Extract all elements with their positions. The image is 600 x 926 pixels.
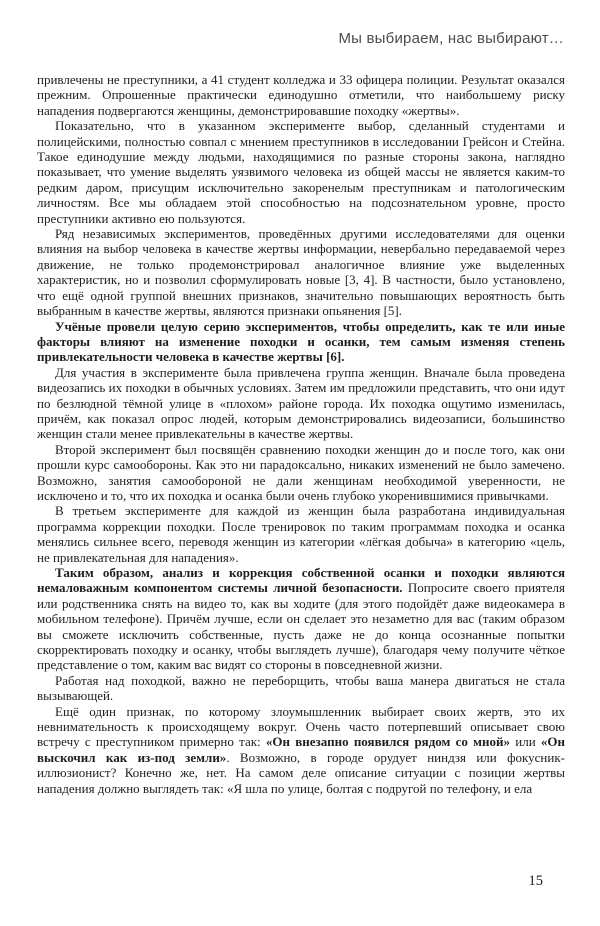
paragraph	[37, 442, 565, 504]
text-run: Попросите своего приятеля или родственника снять на видео то, как вы ходите (для этого подойдёт даже видеокамера в мобильном телефоне). Причём лучше, если он сделает это незаметно для вас (таким образом вы сможете исключить собственные, пусть даже не до конца осознанные попытки скорректировать походку и осанку, чтобы выглядеть лучше), благодаря чему получите чёткое представление о том, каким вас видят со стороны в повседневной жизни.	[37, 580, 565, 673]
text-run: Ещё один признак, по которому злоумышленник выбирает своих жертв, это их невнимательность к происходящему вокруг. Очень часто потерпевший описывает свою встречу с преступником примерно так:	[37, 703, 565, 750]
text-run: Показательно, что в указанном эксперименте выбор, сделанный студентами и полицейскими, полностью совпал с мнением преступников в исследовании Грейсон и Стейна. Такое единодушие между людьми, находящимися по разные стороны закона, наглядно показывает, что умение выделять уязвимого человека из общей массы не является каким-то редким даром, присущим исключительно закоренелым преступникам и патологическим личностям. Все мы обладаем этой способностью на подсознательном уровне, просто преступники активно ею пользуются.	[37, 118, 565, 226]
paragraph	[37, 365, 565, 442]
paragraph	[37, 673, 565, 704]
paragraph	[37, 226, 565, 318]
text-run: Ряд независимых экспериментов, проведённых другими исследователями для оценки влияния на выбор человека в качестве жертвы информации, невербально передаваемой через движение, не только продемонстрировал аналогичное влияние уже выделенных характеристик, но и позволил сформулировать новые [3, 4]. В частности, было установлено, что ещё одной группой внешних признаков, значительно повышающих вероятность быть выбранным в качестве жертвы, являются признаки опьянения [5].	[37, 226, 565, 319]
paragraph	[37, 118, 565, 226]
emphasized-text: Таким образом, анализ и коррекция собственной осанки и походки являются немаловажным компонентом системы личной безопасности.	[37, 565, 565, 596]
emphasized-text: «Он выскочил как из-под земли»	[37, 734, 566, 765]
text-run: Работая над походкой, важно не переборщить, чтобы ваша манера двигаться не стала вызывающей.	[37, 672, 565, 704]
paragraph	[37, 72, 565, 118]
body-text	[37, 72, 565, 796]
text-run: или	[510, 734, 541, 750]
text-run: В третьем эксперименте для каждой из женщин была разработана индивидуальная программа коррекции походки. После тренировок по таким программам походка и осанка менялись сильнее всего, переводя женщин из категории «лёгкая добыча» в категорию «цель, не привлекательная для нападения».	[37, 503, 565, 565]
paragraph	[37, 503, 565, 565]
emphasized-text: Учёные провели целую серию экспериментов, чтобы определить, как те или иные факторы влияют на изменение походки и осанки, тем самым изменяя степень привлекательности человека в качестве жертвы [6].	[37, 318, 565, 365]
paragraph	[37, 565, 565, 673]
page-number: 15	[528, 873, 543, 889]
text-run: Второй эксперимент был посвящён сравнению походки женщин до и после того, как они прошли курс самообороны. Как это ни парадоксально, никаких изменений не было замечено. Возможно, занятия самообороной не дали женщинам необходимой уверенности, не исключено и то, что их походка и осанка были очень глубоко укоренившимися привычками.	[37, 441, 565, 503]
text-run: . Возможно, в городе орудует ниндзя или фокусник-иллюзионист? Конечно же, нет. На самом деле описание ситуации с позиции жертвы нападения должно выглядеть так: «Я шла по улице, болтая с подругой по телефону, и ела	[37, 749, 565, 796]
paragraph	[37, 319, 565, 365]
paragraph	[37, 704, 565, 796]
text-run: привлечены не преступники, а 41 студент колледжа и 33 офицера полиции. Результат оказался прежним. Опрошенные практически единодушно отметили, что наибольшему риску нападения подвергаются женщины, демонстрировавшие походку «жертвы».	[37, 72, 565, 118]
text-run: Для участия в эксперименте была привлечена группа женщин. Вначале была проведена видеозапись их походки в обычных условиях. Затем им предложили представить, что они идут по безлюдной тёмной улице в «плохом» районе города. Их походка ощутимо изменилась, причём, как показал опрос людей, которым демонстрировались видеозаписи, большинство женщин стали менее привлекательны в качестве жертвы.	[37, 364, 565, 442]
running-header: Мы выбираем, нас выбирают…	[338, 30, 564, 47]
emphasized-text: «Он внезапно появился рядом со мной»	[265, 734, 510, 750]
